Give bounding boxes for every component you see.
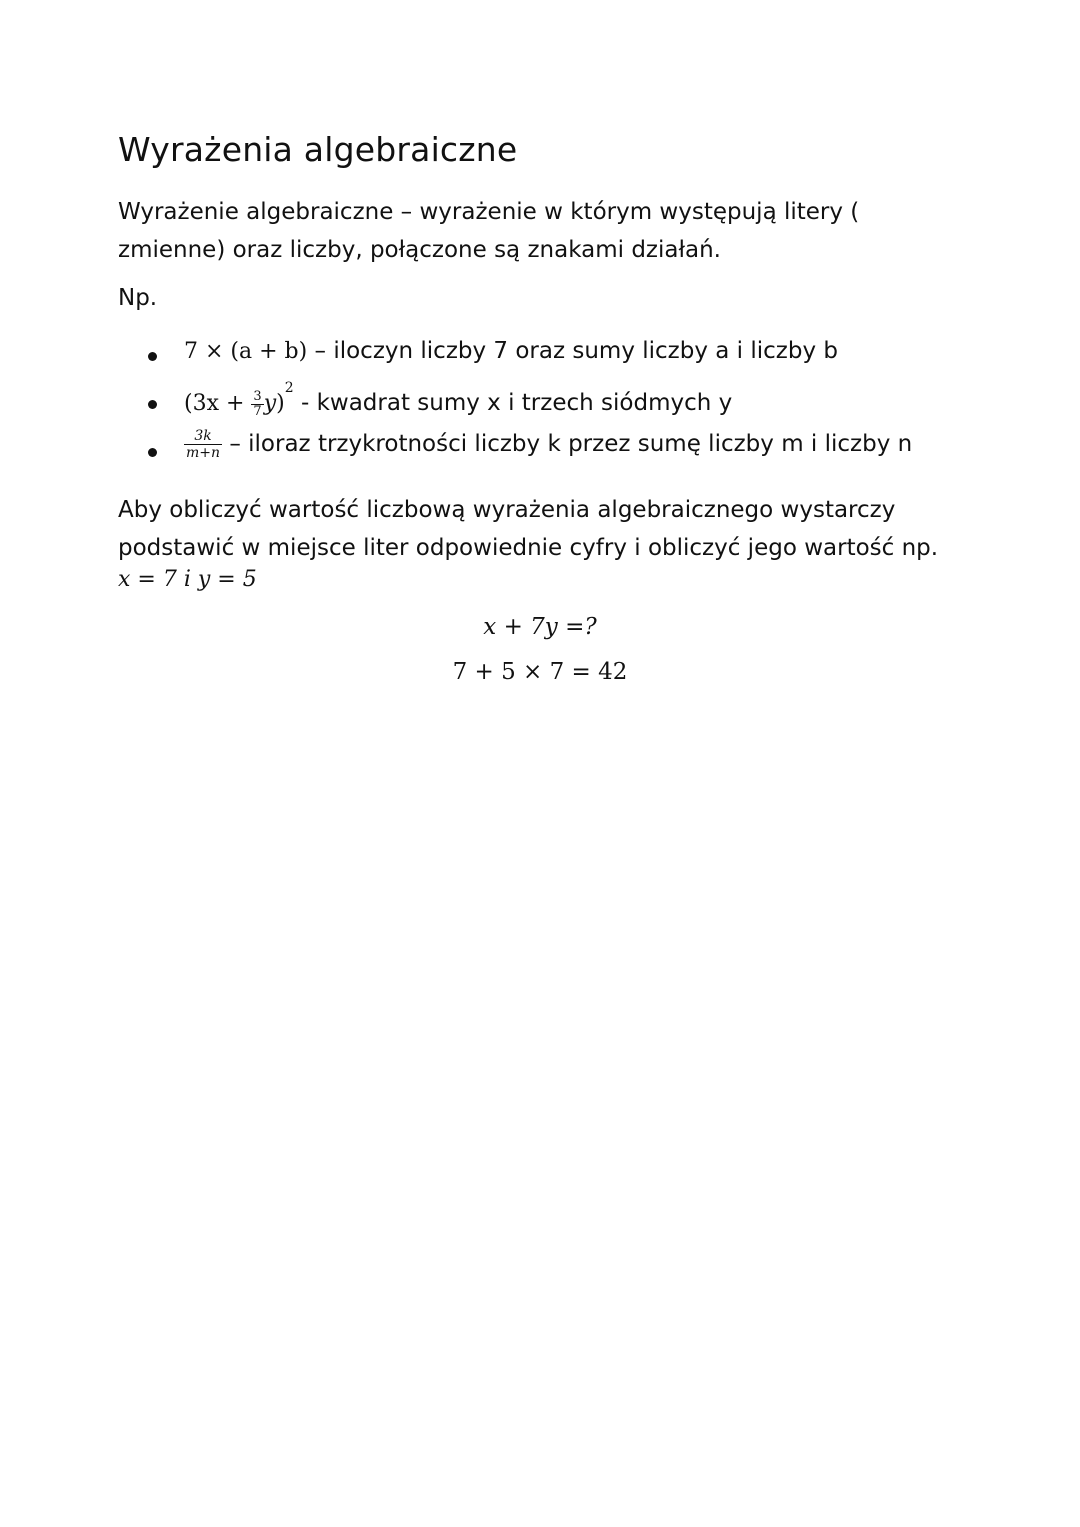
variable-values: x = 7 i y = 5: [118, 567, 257, 592]
evaluation-line-2: podstawić w miejsce liter odpowiednie cyfry i obliczyć jego wartość np.: [118, 535, 939, 561]
expression-description: – iloczyn liczby 7 oraz sumy liczby a i liczby b: [307, 338, 838, 364]
evaluation-result: 7 + 5 × 7 = 42: [452, 659, 628, 685]
fraction-denominator: 7: [253, 403, 262, 419]
fraction: [184, 428, 222, 461]
example-content: [184, 338, 838, 364]
bullet-icon: [148, 352, 157, 361]
expression-math: (3x + $\frac{3}{7}$ y)$^2$: [184, 380, 294, 419]
definition-paragraph: [118, 193, 859, 269]
example-label: Np.: [118, 285, 158, 311]
fraction: [251, 390, 263, 419]
expression-math: 7 × (a + b): [184, 339, 308, 364]
definition-line-2: zmienne) oraz liczby, połączone są znakami działań.: [118, 237, 721, 263]
math-variable: y: [263, 391, 277, 416]
math-open: (3x +: [184, 391, 252, 416]
example-content: [184, 380, 732, 419]
page-title: Wyrażenia algebraiczne: [118, 130, 518, 169]
evaluation-paragraph: [118, 491, 938, 567]
fraction-denominator: m+n: [186, 445, 221, 461]
example-content: [184, 428, 912, 461]
definition-line-1: Wyrażenie algebraiczne – wyrażenie w którym występują litery (: [118, 199, 860, 225]
expression-description: - kwadrat sumy x i trzech siódmych y: [293, 390, 733, 416]
evaluation-line-1: Aby obliczyć wartość liczbową wyrażenia algebraicznego wystarczy: [118, 497, 896, 523]
expression-description: – iloraz trzykrotności liczby k przez sumę liczby m i liczby n: [222, 431, 913, 457]
fraction-numerator: 3: [253, 388, 262, 404]
bullet-icon: [148, 400, 157, 409]
fraction-numerator: 3k: [184, 428, 222, 445]
bullet-icon: [148, 448, 157, 457]
evaluation-expression: x + 7y =?: [483, 614, 597, 640]
exponent: 2: [284, 380, 294, 396]
